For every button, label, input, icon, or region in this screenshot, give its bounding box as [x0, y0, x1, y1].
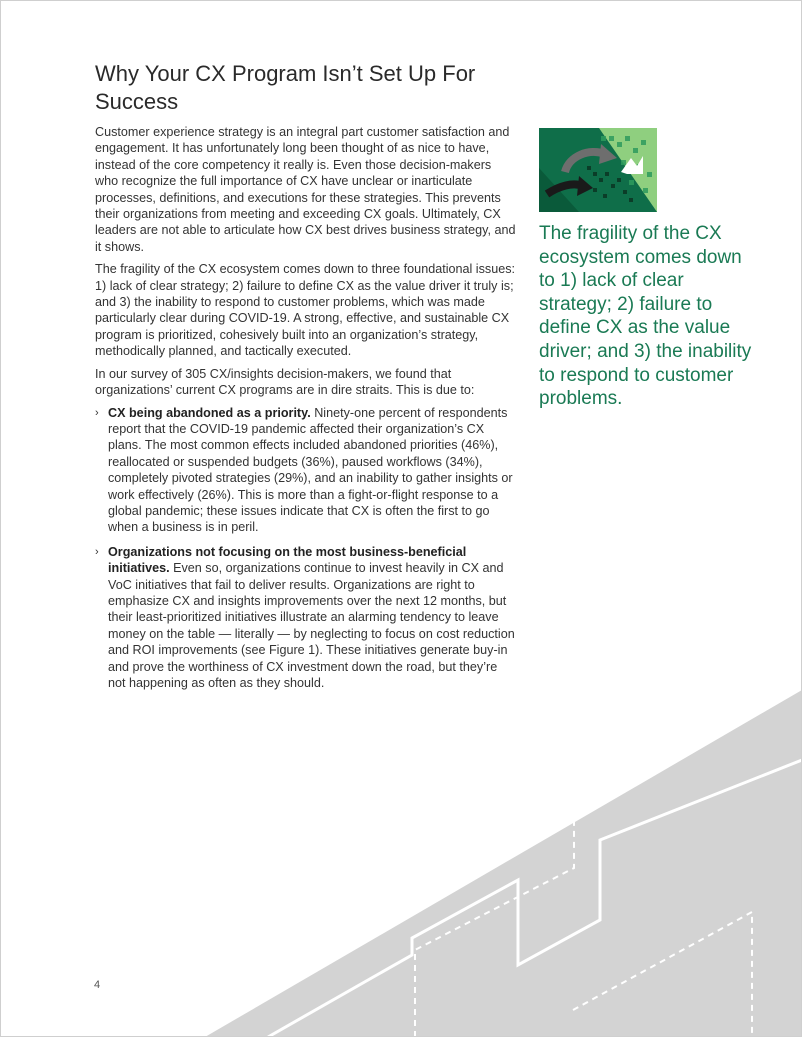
list-item: [95, 544, 517, 692]
paragraph-fragility: The fragility of the CX ecosystem comes down to three foundational issues: 1) lack of clear strategy; 2) failure to define CX as the value driver it truly is; and 3) the inability to respond to customer problems, which was made particularly clear during COVID-19. A strong, effective, and sustainable CX program is prioritized, cohesively built into an organization’s strategy, methodically planned, and tactically executed.: [95, 262, 516, 359]
page-number: 4: [94, 979, 101, 991]
cx-cycle-arrows-graphic: [539, 128, 657, 212]
list-item: [95, 405, 517, 536]
bullet-heading: Organizations not focusing on the most business-beneficial initiatives.: [108, 544, 467, 576]
chevron-right-icon: ›: [95, 545, 99, 558]
bullet-text: Even so, organizations continue to invest heavily in CX and VoC initiatives that fail to deliver results. Organizations are right to emphasize CX and insights improvements over the next 12 months, but their least-prioritized initiatives illustrate an alarming tendency to leave money on the table — literally — by neglecting to focus on cost reduction and ROI improvements (see Figure 1). These initiatives generate buy-in and prove the worthiness of CX investment down the road, but they’re not happening as often as they should.: [108, 561, 515, 690]
gray-diagonal-band: [205, 690, 802, 1037]
chevron-right-icon: ›: [95, 406, 99, 419]
paragraph-intro: Customer experience strategy is an integral part customer satisfaction and engagement. It has unfortunately long been thought of as nice to have, instead of the core competency it really is. Even those decision-makers who recognize the full importance of CX have unclear or inarticulate processes, definitions, and executions for these strategies. This prevents their organizations from meeting and exceeding CX goals. Ultimately, CX leaders are not able to articulate how CX best drives business strategy, and it shows.: [95, 125, 516, 254]
pull-quote: The fragility of the CX ecosystem comes down to 1) lack of clear strategy; 2) failure to define CX as the value driver; and 3) the inability to respond to customer problems.: [539, 223, 752, 410]
paragraph-survey: In our survey of 305 CX/insights decision-makers, we found that organizations’ current CX programs are in dire straits. This is due to:: [95, 366, 475, 398]
page-title: Why Your CX Program Isn’t Set Up For Success: [95, 61, 476, 114]
main-body: [95, 124, 517, 699]
bullet-text: Ninety-one percent of respondents report that the COVID-19 pandemic affected their organization’s CX plans. The most common effects included abandoned priorities (46%), reallocated or suspended budgets (36%), paused workflows (34%), completely pivoted strategies (29%), and an inability to gather insights or work effectively (26%). This is more than a fight-or-flight response to a global pandemic; these issues indicate that CX is often the first to go when a business is in peril.: [108, 405, 513, 535]
findings-list: [95, 405, 517, 692]
bullet-heading: CX being abandoned as a priority.: [108, 405, 311, 420]
